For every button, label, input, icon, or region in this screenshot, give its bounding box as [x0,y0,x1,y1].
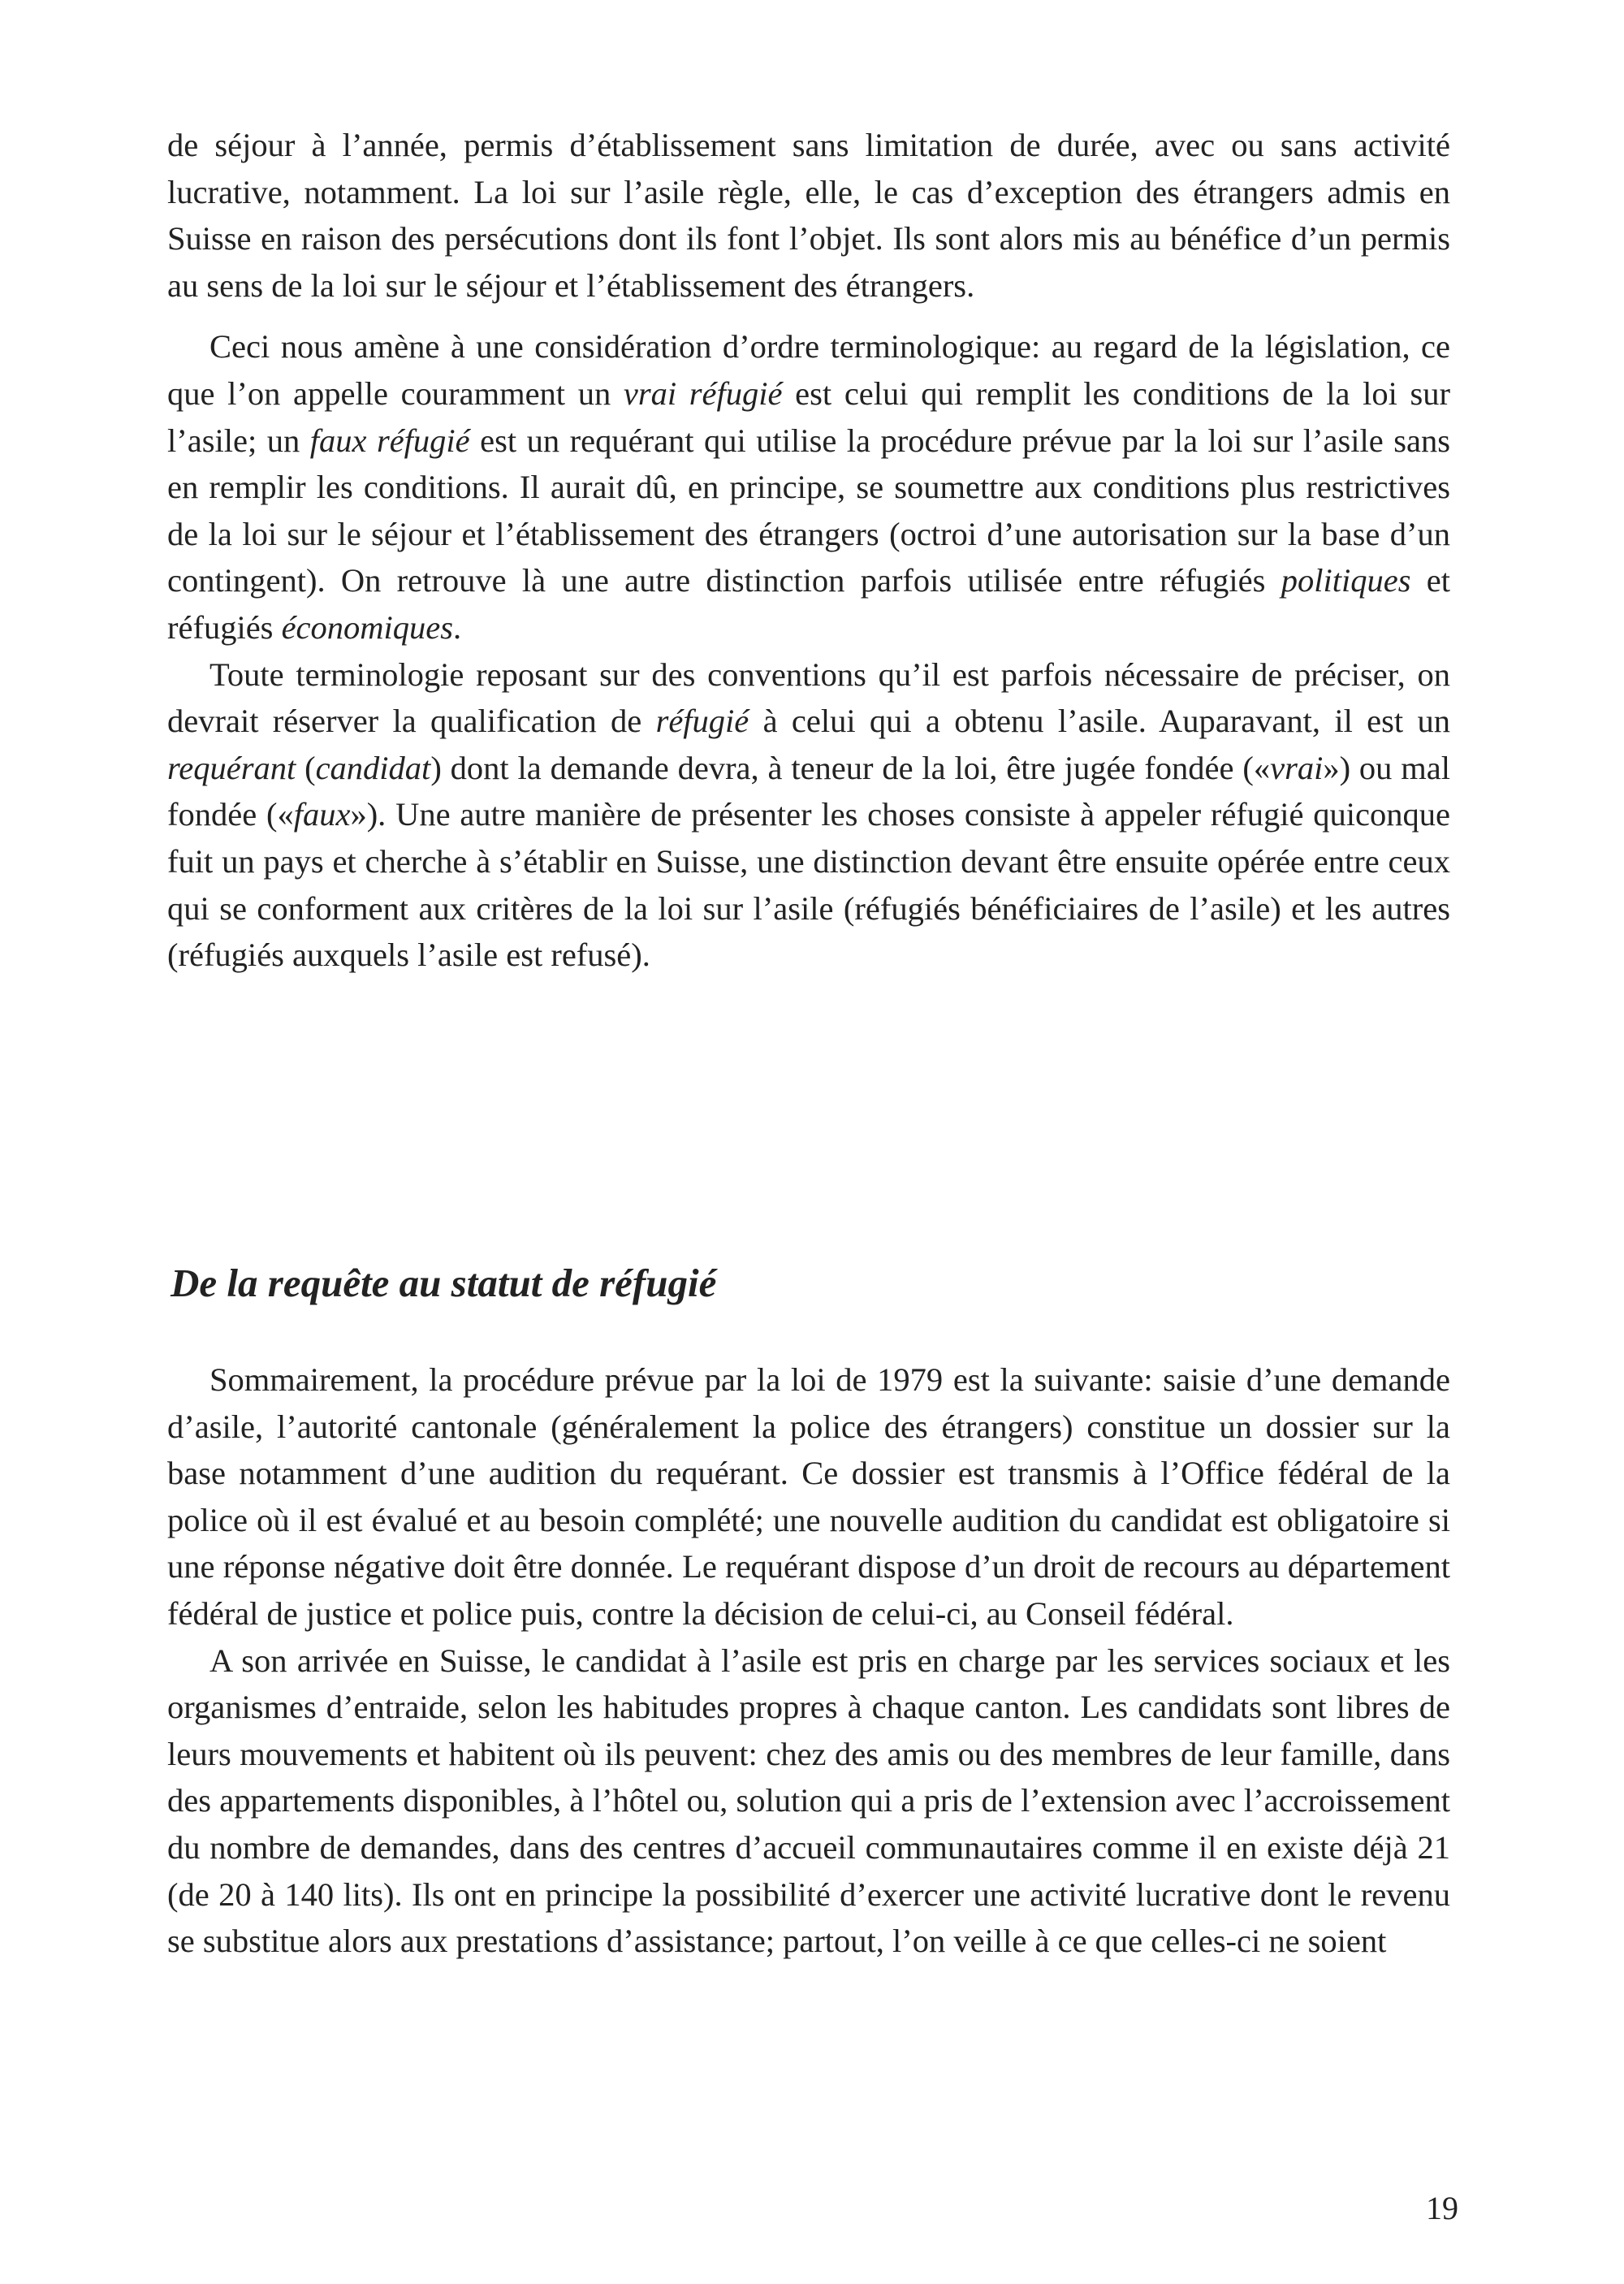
emphasis-requerant: requérant [167,749,296,786]
paragraph-procedure: Sommairement, la procédure prévue par la loi de 1979 est la suivante: saisie d’une demande d’asile, l’autorité cantonale (généralement la police des étrangers) constitue un dossier sur la base notamment d’une audition du requérant. Ce dossier est transmis à l’Office fédéral de la police où il est évalué et au besoin complété; une nouvelle audition du candidat est obligatoire si une réponse négative doit être donnée. Le requérant dispose d’un droit de recours au département fédéral de justice et police puis, contre la décision de celui-ci, au Conseil fédéral. [167,1361,1450,1632]
section-1-body [167,122,1450,979]
paragraph-conventions [167,651,1450,979]
text-run: et réfugiés [167,562,1450,646]
emphasis-politiques: politiques [1281,562,1411,599]
emphasis-vrai: vrai [1270,749,1324,786]
text-run: Toute terminologie reposant sur des conventions qu’il est parfois nécessaire de préciser, on devrait réserver la qualification de [167,655,1450,740]
text-run: est un requérant qui utilise la procédure prévue par la loi sur l’asile sans en remplir les conditions. Il aurait dû, en principe, se soumettre aux conditions plus restrictives de la loi sur le séjour et l’établissement des étrangers (octroi d’une autorisation sur la base d’un contingent). On retrouve là une autre distinction parfois utilisée entre réfugiés [167,422,1451,599]
emphasis-faux: faux [293,796,351,833]
text-run: »). Une autre manière de présenter les choses consiste à appeler réfugié quiconque fuit un pays et cherche à s’établir en Suisse, une distinction devant être ensuite opérée entre ceux qui se conforment aux critères de la loi sur l’asile (réfugiés bénéficiaires de l’asile) et les autres (réfugiés auxquels l’asile est refusé). [167,796,1450,974]
text-run: à celui qui a obtenu l’asile. Auparavant, il est un [749,703,1450,740]
emphasis-candidat: candidat [315,749,431,786]
section-2-body [167,1356,1450,1965]
text-run: ( [296,749,316,786]
text-run: ) dont la demande devra, à teneur de la loi, être jugée fondée (« [430,749,1271,786]
emphasis-economiques: économiques [281,608,454,646]
paragraph-terminology [167,323,1450,651]
emphasis-vrai-refugie: vrai réfugié [623,374,783,412]
text-run: Ceci nous amène à une considération d’ordre terminologique: au regard de la législation, ce que l’on appelle couramment un [167,328,1450,412]
text-run: est celui qui remplit les conditions de la loi sur l’asile; un [167,374,1450,459]
section-heading: De la requête au statut de réfugié [171,1261,717,1305]
text-run: ») ou mal fondée (« [167,749,1451,833]
emphasis-refugie: réfugié [655,703,749,740]
paragraph-continued: de séjour à l’année, permis d’établissement sans limitation de durée, avec ou sans activité lucrative, notamment. La loi sur l’asile règle, elle, le cas d’exception des étrangers admis en Suisse en raison des persécutions dont ils font l’objet. Ils sont alors mis au bénéfice d’un permis au sens de la loi sur le séjour et l’établissement des étrangers. [167,127,1450,304]
page-number: 19 [1426,2190,1458,2226]
text-run: . [453,608,462,646]
emphasis-faux-refugie: faux réfugié [309,422,470,459]
paragraph-arrival: A son arrivée en Suisse, le candidat à l’asile est pris en charge par les services sociaux et les organismes d’entraide, selon les habitudes propres à chaque canton. Les candidats sont libres de leurs mouvements et habitent où ils peuvent: chez des amis ou des membres de leur famille, dans des appartements disponibles, à l’hôtel ou, solution qui a pris de l’extension avec l’accroissement du nombre de demandes, dans des centres d’accueil communautaires comme il en existe déjà 21 (de 20 à 140 lits). Ils ont en principe la possibilité d’exercer une activité lucrative dont le revenu se substitue alors aux prestations d’assistance; partout, l’on veille à ce que celles-ci ne soient [167,1642,1450,1960]
